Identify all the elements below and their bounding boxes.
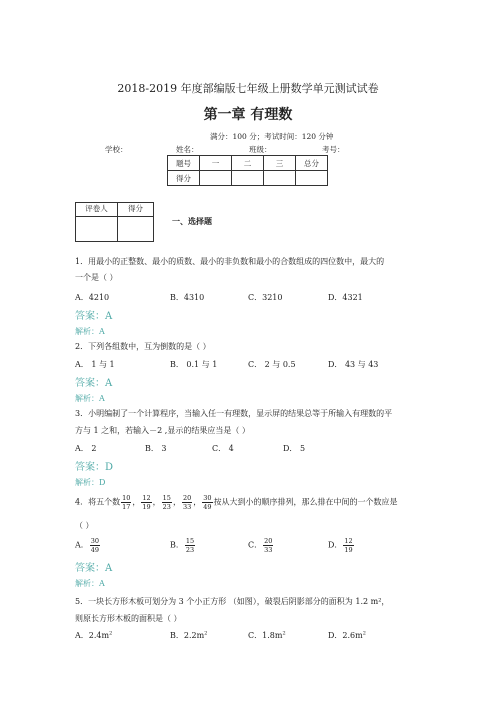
reviewer-blank-cell bbox=[76, 217, 118, 242]
class-label: 班级： bbox=[249, 145, 272, 154]
school-label: 学校： bbox=[105, 145, 128, 154]
score-table-cell: 二 bbox=[232, 156, 264, 171]
grader-score-blank-cell bbox=[118, 217, 154, 242]
q4-option-c: C． $\frac{20}{33}$ bbox=[248, 537, 273, 554]
score-table-cell: 题号 bbox=[168, 156, 200, 171]
q5-option-c: C．$1.8m^2$ bbox=[248, 630, 286, 640]
question-1-line1: 1．用最小的正整数、最小的质数、最小的非负数和最小的合数组成的四位数中，最大的 bbox=[75, 257, 385, 266]
q5-option-a: A．$2.4m^2$ bbox=[75, 630, 113, 640]
q2-analysis: 解析：A bbox=[75, 394, 105, 403]
q3-answer: 答案：D bbox=[75, 462, 114, 473]
q4-fraction-1: $\frac{10}{17}$ bbox=[122, 494, 131, 511]
q1-option-d: D．4321 bbox=[328, 293, 363, 302]
question-5-line2: 则原长方形木板的面积是（ ） bbox=[75, 614, 182, 623]
q3-option-d: D． 5 bbox=[283, 444, 306, 453]
score-table-score-row bbox=[168, 171, 328, 186]
score-table-cell: 三 bbox=[264, 156, 296, 171]
exam-info: 满分：100 分；考试时间：120 分钟 bbox=[210, 132, 334, 141]
exam-title: 2018-2019 年度部编版七年级上册数学单元测试试卷 bbox=[117, 82, 379, 95]
q2-option-c: C． 2 与 0.5 bbox=[248, 360, 296, 369]
exam-number-label: 考号： bbox=[322, 145, 345, 154]
score-table-cell: 总分 bbox=[296, 156, 328, 171]
q4-analysis: 解析：A bbox=[75, 579, 105, 588]
q1-analysis: 解析：A bbox=[75, 327, 105, 336]
question-5-line1: 5．一块长方形木板可划分为 3 个小正方形 （如图），破裂后阴影部分的面积为 1.2 m²， bbox=[75, 597, 390, 606]
score-table-header-row bbox=[168, 156, 328, 171]
question-1-line2: 一个是（ ） bbox=[75, 273, 118, 282]
grader-table bbox=[75, 202, 154, 242]
q3-option-c: C． 4 bbox=[212, 444, 234, 453]
q1-answer: 答案：A bbox=[75, 311, 113, 322]
score-table bbox=[167, 155, 328, 186]
score-input-cell bbox=[296, 171, 328, 186]
question-3-line2: 方与 1 之和，若输入－2 ,显示的结果应当是（ ） bbox=[75, 426, 250, 435]
question-3-line1: 3．小明编制了一个计算程序，当输入任一有理数，显示屏的结果总等于所输入有理数的平 bbox=[75, 409, 393, 418]
q4-fraction-4: $\frac{20}{33}$ bbox=[182, 494, 192, 511]
q1-option-b: B．4310 bbox=[170, 293, 205, 302]
q4-option-d: D． $\frac{12}{19}$ bbox=[328, 537, 353, 554]
q4-fraction-3: $\frac{15}{23}$ bbox=[162, 494, 171, 511]
score-input-cell bbox=[232, 171, 264, 186]
name-label: 姓名： bbox=[176, 145, 199, 154]
q3-option-a: A． 2 bbox=[75, 444, 97, 453]
q2-option-d: D． 43 与 43 bbox=[328, 360, 379, 369]
q2-answer: 答案：A bbox=[75, 378, 113, 389]
q2-option-b: B． 0.1 与 1 bbox=[170, 360, 218, 369]
grader-score-cell: 得分 bbox=[118, 203, 154, 217]
q1-option-a: A．4210 bbox=[75, 293, 110, 302]
q4-option-a: A． $\frac{30}{49}$ bbox=[75, 537, 100, 554]
question-4-line1: 4．将五个数 $\frac{10}{17}$ ， $\frac{12}{19}$ ， $\frac{15}{23}$ ， $\frac{20}{33}$ ， $\frac{30}{49}$ 按从大到小的顺序排列，那么排在中间的一个数应是 bbox=[75, 494, 398, 511]
q4-answer: 答案：A bbox=[75, 563, 113, 574]
score-table-cell: 一 bbox=[200, 156, 232, 171]
q4-option-b: B． $\frac{15}{23}$ bbox=[170, 537, 195, 554]
q2-option-a: A． 1 与 1 bbox=[75, 360, 115, 369]
question-4-line2: （ ） bbox=[75, 521, 94, 530]
score-input-cell bbox=[264, 171, 296, 186]
q1-option-c: C．3210 bbox=[248, 293, 283, 302]
question-2-line1: 2．下列各组数中，互为倒数的是（ ） bbox=[75, 342, 211, 351]
q4-fraction-5: $\frac{30}{49}$ bbox=[203, 494, 212, 511]
q4-prefix: 4．将五个数 bbox=[75, 497, 121, 507]
q3-analysis: 解析：D bbox=[75, 478, 106, 487]
score-table-cell: 得分 bbox=[168, 171, 200, 186]
q4-fraction-2: $\frac{12}{19}$ bbox=[142, 494, 151, 511]
q5-option-b: B．$2.2m^2$ bbox=[170, 630, 208, 640]
q3-option-b: B． 3 bbox=[145, 444, 167, 453]
score-input-cell bbox=[200, 171, 232, 186]
q5-option-d: D．$2.6m^2$ bbox=[328, 630, 366, 640]
section-title: 一、选择题 bbox=[172, 216, 212, 226]
reviewer-cell: 评卷人 bbox=[76, 203, 118, 217]
q4-suffix: 按从大到小的顺序排列，那么排在中间的一个数应是 bbox=[213, 497, 398, 507]
chapter-title: 第一章 有理数 bbox=[203, 107, 293, 123]
